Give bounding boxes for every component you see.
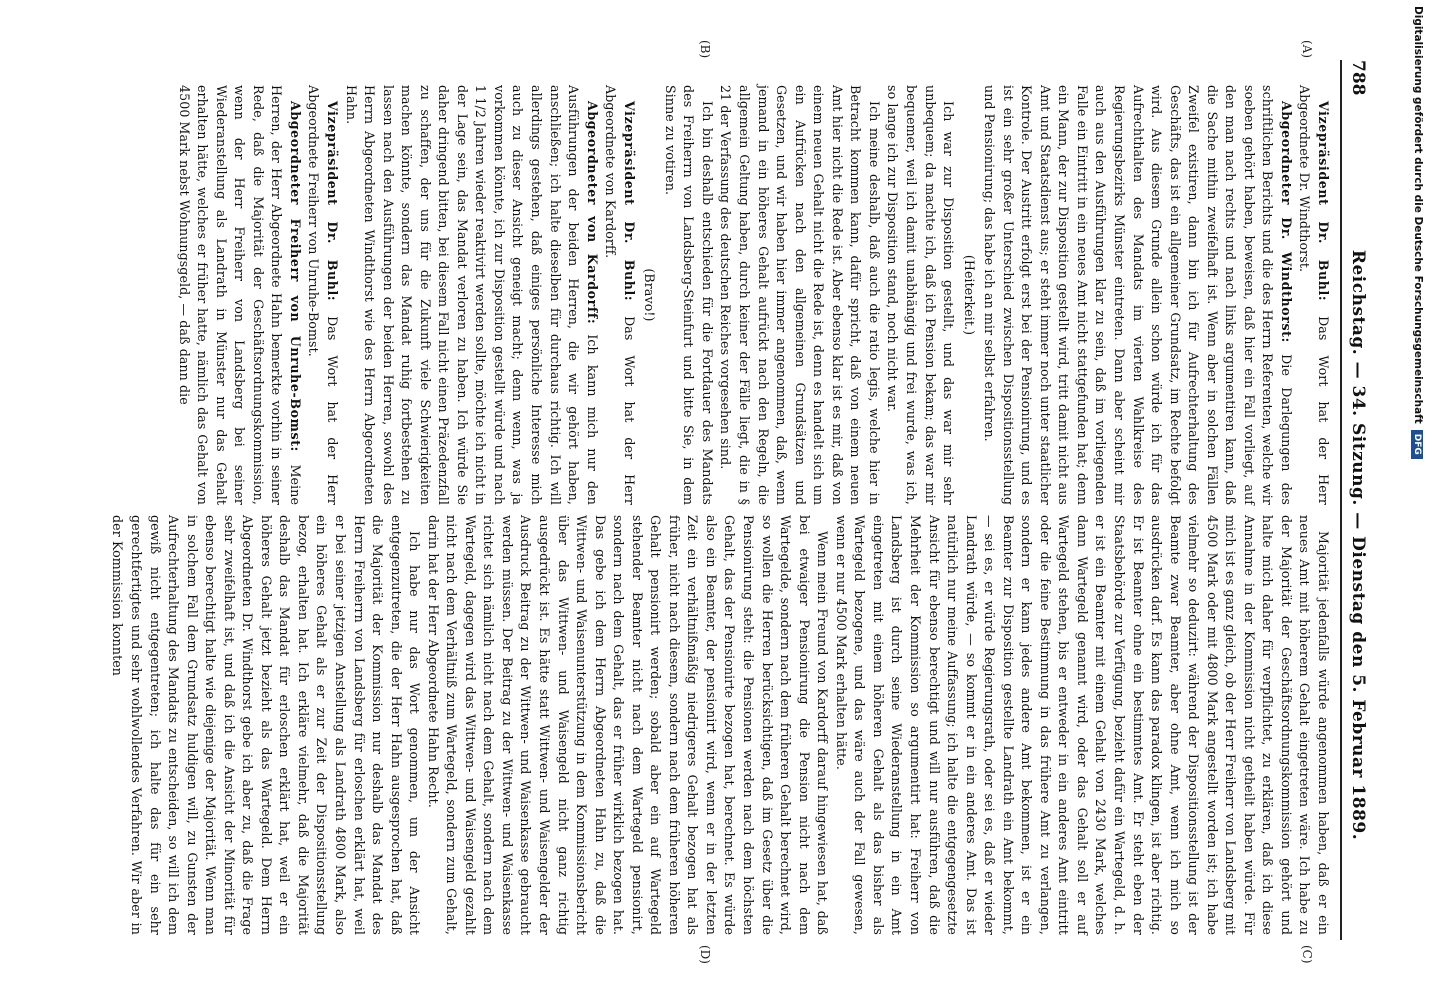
paragraph-text: Das Wort hat der Herr Abgeordnete Dr. Windthorst.: [1297, 85, 1331, 506]
paragraph: [980, 85, 1295, 505]
paragraph-text: Das Wort hat der Herr Abgeordnete Freiherr von Unruhe-Bomst.: [306, 85, 341, 506]
text-column-right: [108, 515, 1332, 935]
margin-label-a: (A): [1300, 40, 1314, 59]
paragraph: [108, 515, 423, 935]
margin-label-d: (D): [698, 945, 712, 964]
paragraph-text: Majorität jedenfalls würde angenommen haben, daß er ein neues Amt mit höherem Gehalt eingetreten wäre. Ich habe zu der Majorität der Geschäftsordnungskommission gehört und halte mich daher für verpflichtet, zu erklären, daß ich diese Annahme in der Kommission nicht getheilt haben würde. Für mich ist es ganz gleich, ob der Herr Freiherr von Landsberg mit 4500 Mark oder mit 4800 Mark angestellt worden ist; ich habe vielmehr so deduzirt: während der Dispositionsstellung ist der Beamte zwar Beamter, aber ohne Amt, wenn ich mich so ausdrücken darf. Es kann das paradox klingen, ist aber richtig. Er ist Beamter ohne ein bestimmtes Amt. Er steht eben der Staatsbehörde zur Verfügung, bezieht dafür ein Wartegeld, d. h. er ist ein Beamter mit einem Gehalt von 2430 Mark, welches dann Wartegeld genannt wird, oder das Gehalt soll er auf Wartegeld stehen, bis er entweder in ein anderes Amt eintritt oder die feine Bestimmung in das frühere Amt zu verlangen, sondern er kann jedes andere Amt bekommen, ist er ein Beamter zur Disposition gestellte Landrath ein Amt bekommt, — sei es, er würde Regierungsrath, oder sei es, daß er wieder Landrath würde, — so kommt er in ein anderes Amt. Das ist natürlich nur meine Auffassung; ich halte die entgegengesetzte Ansicht für ebenso berechtigt und will nur ausführen, daß die Mehrheit der Kommission so argumentirt hat: Freiherr von Landsberg ist durch seine Wiederanstellung in ein Amt eingetreten mit einem höheren Gehalt als das bisher als Wartegeld bezogene, und das wäre auch der Fall gewesen, wenn er nur 4500 Mark erhalten hätte.: [833, 515, 1331, 935]
paragraph: [716, 85, 883, 505]
funding-notice: Digitalisierung gefördert durch die Deutsche Forschungsgemeinschaft: [1412, 6, 1424, 424]
text-column-left: [174, 85, 1332, 505]
paragraph: [423, 515, 831, 935]
interjection: (Heiterkeit.): [961, 254, 977, 336]
margin-label-c: (C): [1300, 945, 1314, 964]
paragraph: [1295, 85, 1332, 505]
paragraph: [831, 515, 1332, 935]
paragraph: [601, 85, 638, 505]
speaker-name: Vizepräsident Dr. Buhl:: [325, 101, 341, 302]
paragraph: [341, 85, 601, 505]
paragraph-text: Ich bin deshalb entschieden für die Fortdauer des Mandats des Freiherrn von Landsberg-Steinfurt und bitte Sie, in dem Sinne zu votiren.: [662, 85, 715, 505]
dfg-logo: DFG: [1411, 430, 1423, 459]
interjection: (Bravo!): [642, 268, 658, 322]
speaker-name: Abgeordneter von Kardorff:: [584, 101, 600, 325]
speaker-name: Abgeordneter Freiherr von Unruhe-Bomst:: [287, 101, 303, 452]
paragraph-text: Ich meine deshalb, daß auch die ratio legis, welche hier in Betracht kommen kann, dafür spricht, daß von einem neuen Amt hier nicht die Rede ist. Aber ebenso klar ist es mir, daß von einem neuen Gehalt nicht die Rede ist, denn es handelt sich um ein Aufrücken nach den allgemeinen Grundsätzen und Gesetzen, und wir haben hier immer angenommen, daß, wenn jemand in ein höheres Gehalt aufrückt nach den Regeln, die allgemein Geltung haben, durch keiner der Fälle liegt, die in § 21 der Verfassung des deutschen Reiches vorgesehen sind.: [718, 85, 882, 505]
paragraph: [304, 85, 341, 505]
funding-side-label: [1402, 0, 1430, 1000]
page-header: [1340, 60, 1372, 940]
page-number: 788: [1348, 60, 1368, 96]
paragraph-text: Meine Herren, der Herr Abgeordnete Hahn bemerkte vorhin in seiner Rede, daß die Majorität der Geschäftsordnungskommission, wenn der Herr Freiherr von Landsberg bei seiner Wiederanstellung als Landrath in Münster nur das Gehalt erhalten hätte, welches er früher hatte, nämlich das Gehalt von 4500 Mark nebst Wohnungsgeld, — daß dann die: [176, 85, 303, 506]
paragraph-text: Die Darlegungen des schriftlichen Berichts und die des Herrn Referenten, welche wir soeben gehört haben, beweisen, daß hier ein Fall vorliegt, auf den man nach rechts und nach links argumentiren kann, daß die Sache mithin zweifelhaft ist. Wenn aber in solchen Fällen Zweifel existiren, dann bin ich für Aufrechterhaltung des Geschäfts, das ist ein allgemeiner Grundsatz, im Rechte befolgt wird. Aus diesem Grunde allein schon würde ich für das Aufrechthalten des Mandats im vierten Wahlkreise des Regierungsbezirks Münster eintreten. Dann aber scheint mir auch aus den Ausführungen klar zu sein, daß im vorliegenden Falle ein Eintritt in ein neues Amt nicht stattgefunden hat; denn ein Mann, der zur Disposition gestellt wird, tritt damit nicht aus Amt und Staatsdienst aus; er steht immer noch unter staatlicher Kontrole. Der Austritt erfolgt erst bei der Pensionirung, und es ist ein sehr großer Unterschied zwischen Dispositionsstellung und Pensionirung; das habe ich an mir selbst erfahren.: [982, 85, 1294, 505]
paragraph: [660, 85, 716, 505]
running-head: Reichstag. — 34. Sitzung. — Dienstag den 5. Februar 1889.: [1348, 249, 1368, 841]
paragraph-text: Ich war zur Disposition gestellt, und das war mir sehr unbequem; da machte ich, daß ich Pension bekam; das war mir bequemer, weil ich damit unabhängig und frei wurde, was ich, so lange ich zur Disposition stand, noch nicht war.: [885, 85, 957, 505]
speaker-name: Vizepräsident Dr. Buhl:: [1316, 101, 1331, 302]
paragraph: [174, 85, 304, 505]
paragraph-text: Das Wort hat der Herr Abgeordnete von Kardorff.: [603, 85, 637, 506]
speaker-name: Abgeordneter Dr. Windthorst:: [1278, 101, 1294, 343]
margin-label-b: (B): [698, 40, 712, 59]
paragraph-text: Ich habe nur das Wort genommen, um der Ansicht entgegenzutreten, die der Herr Hahn ausgesprochen hat, daß die Majorität der Kommission nur deshalb das Mandat des Herrn Freiherrn von Landsberg für erloschen erklärt hat, weil er bei seiner jetzigen Anstellung als Landrath 4800 Mark, also ein höheres Gehalt als er zur Zeit der Dispositionsstellung bezog, erhalten hat. Ich erkläre vielmehr, daß die Majorität deshalb das Mandat für erloschen erklärt hat, weil er ein höheres Gehalt jetzt bezieht als das Wartegeld. Dem Herrn Abgeordneten Dr. Windthorst gebe ich aber zu, daß die Frage sehr zweifelhaft ist, und daß ich die Ansicht der Minorität für ebenso berechtigt halte wie diejenige der Majorität. Wenn man in solchem Fall dem Grundsatz huldigen will, zu Gunsten der Aufrechterhaltung des Mandats zu entscheiden, so will ich dem gewiß nicht entgegentreten; ich halte das für ein sehr gerechtfertigtes und sehr wohlwollendes Verfahren. Wir aber in der Kommission konnten: [110, 515, 423, 935]
paragraph: [883, 85, 957, 505]
speaker-name: Vizepräsident Dr. Buhl:: [621, 101, 637, 302]
paragraph-text: Ich kann mich nur den Ausführungen der beiden Herren, die wir gehört haben, anschließen; ich halte dieselben für durchaus richtig. Ich will allerdings gestehen, daß einiges persönliche Interesse mich auch zu dieser Ansicht geneigt macht; denn wenn, was ja vorkommen könnte, ich zur Disposition gestellt würde und nach 1 1/2 Jahren wieder reaktivirt werden sollte, möchte ich nicht in der Lage sein, das Mandat verloren zu haben. Ich würde Sie daher dringend bitten, bei diesem Fall nicht einen Präzedenzfall zu schaffen, der uns für die Zukunft viele Schwierigkeiten machen könnte, sondern das Mandat ruhig fortbestehen zu lassen nach den Ausführungen der beiden Herren, sowohl des Herrn Abgeordneten Windthorst wie des Herrn Abgeordneten Hahn.: [343, 85, 600, 505]
paragraph-text: Wenn mein Freund von Kardorff darauf hingewiesen hat, daß bei etwaiger Pensionirung die Pension nicht nach dem Wartegelde, sondern nach dem früheren Gehalt berechnet wird, so wollen die Herren berücksichtigen, daß im Gesetz über die Pensionirung steht: die Pensionen werden nach dem höchsten Gehalt, das der Pensionirte bezogen hat, berechnet. Es würde also ein Beamter, der pensionirt wird, wenn er in der letzten Zeit ein verhältnißmäßig niedrigeres Gehalt bezogen hat als früher, nicht nach diesem, sondern nach dem früheren höheren Gehalt pensionirt werden; sobald aber ein auf Wartegeld stehender Beamter nicht nach dem Wartegeld pensionirt, sondern nach dem Gehalt, das er früher wirklich bezogen hat. Das gebe ich dem Herrn Abgeordneten Hahn zu, daß die Wittwen- und Waisenunterstützung in dem Kommissionsbericht über das Wittwen- und Waisengeld nicht ganz richtig ausgedrückt ist. Es hätte statt Wittwen- und Waisengelder der Ausdruck Beitrag zu der Wittwen- und Waisenkasse gebraucht werden müssen. Der Beitrag zu der Wittwen- und Waisenkasse richtet sich nämlich nicht nach dem Gehalt, sondern nach dem Wartegeld, dagegen wird das Wittwen- und Waisengeld gezahlt nicht nach dem Verhältniß zum Wartegeld, sondern zum Gehalt, darin hat der Herr Abgeordnete Hahn Recht.: [425, 515, 831, 935]
